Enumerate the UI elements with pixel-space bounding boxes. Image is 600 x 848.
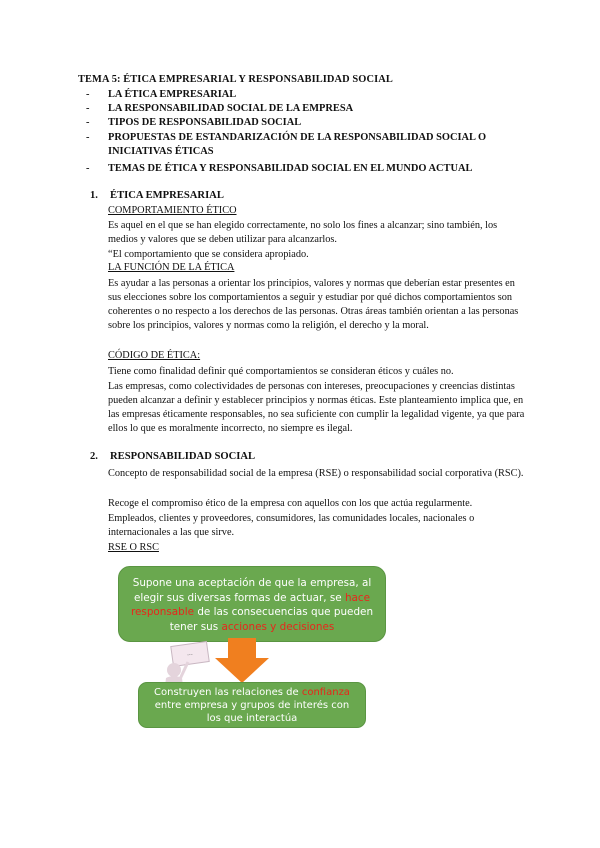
recoge-text: Recoge el compromiso ético de la empresa con aquellos con los que actúa regularmente. [108, 498, 473, 509]
rse-definition-box [118, 566, 386, 642]
section-2-title: RESPONSABILIDAD SOCIAL [110, 451, 256, 462]
section-1-title: ÉTICA EMPRESARIAL [110, 190, 224, 201]
funcion-heading: LA FUNCIÓN DE LA ÉTICA [108, 262, 235, 273]
comportamiento-text: Es aquel en el que se han elegido correctamente, no solo los fines a alcanzar; sino también, los medios y valores que se deben utilizar para alcanzarlos. [108, 220, 498, 246]
toc-item [86, 131, 526, 159]
codigo-text-1: Tiene como finalidad definir qué comportamientos se consideran éticos y cuáles no. [108, 366, 454, 377]
toc-item-text: LA ÉTICA EMPRESARIAL [108, 89, 237, 100]
toc-dash: - [86, 163, 90, 175]
rse-definition-text [119, 576, 385, 634]
down-arrow-icon [213, 638, 271, 684]
figure-sign-text: ... [186, 649, 194, 658]
rse-definition-part1: Supone una aceptación de que la empresa, al elegir sus diversas formas de actuar, se [132, 577, 372, 604]
toc-dash: - [86, 117, 90, 129]
section-2-heading [90, 451, 255, 462]
comportamiento-heading: COMPORTAMIENTO ÉTICO [108, 205, 237, 216]
topic-title: TEMA 5: ÉTICA EMPRESARIAL Y RESPONSABILIDAD SOCIAL [78, 74, 393, 85]
rse-relationship-part1: Construyen las relaciones de [154, 687, 302, 698]
toc-item-text: PROPUESTAS DE ESTANDARIZACIÓN DE LA RESPONSABILIDAD SOCIAL O INICIATIVAS ÉTICAS [108, 131, 487, 157]
toc-dash: - [86, 103, 90, 115]
rse-definition-part2: de las consecuencias que pueden tener sus [169, 606, 374, 633]
toc-item [86, 116, 526, 130]
empleados-text: Empleados, clientes y proveedores, consumidores, las comunidades locales, nacionales o internacionales a las que sirve. [108, 513, 475, 539]
section-1-number: 1. [90, 190, 98, 201]
toc-dash: - [86, 131, 90, 143]
toc-item-text: TIPOS DE RESPONSABILIDAD SOCIAL [108, 117, 302, 129]
toc-item-text: LA RESPONSABILIDAD SOCIAL DE LA EMPRESA [108, 103, 354, 115]
rse-definition-highlight1: hace responsable [130, 591, 370, 618]
toc-item [86, 88, 526, 102]
toc-item [86, 102, 526, 116]
table-of-contents [86, 88, 526, 176]
toc-dash: - [86, 89, 90, 100]
rse-relationship-part2: entre empresa y grupos de interés con los que interactúa [154, 699, 350, 724]
funcion-text: Es ayudar a las personas a orientar los principios, valores y normas que deberían estar presentes en sus elecciones sobre los comportamientos a seguir y estudiar por qué dichos comportamientos son coherentes o no respecto a los derechos de las personas. Otras áreas también orientan a las personas sobre los principios, valores y normas como la religión, el derecho y la moral. [108, 278, 519, 332]
rse-relationship-highlight1: confianza [301, 687, 350, 698]
codigo-text-2: Las empresas, como colectividades de personas con intereses, preocupaciones y creencias distintas pueden alcanzar a definir y establecer principios y normas éticas. Este planteamiento implica que, en las empresas éticamente responsables, no sea suficiente con cumplir la legalidad vigente, ya que para ellos lo que es moralmente incorrecto, no siempre es ilegal. [108, 381, 525, 435]
section-2-number: 2. [90, 451, 98, 462]
concepto-text: Concepto de responsabilidad social de la empresa (RSE) o responsabilidad social corporativa (RSC). [108, 468, 524, 479]
comportamiento-quote: “El comportamiento que se considera apropiado. [108, 249, 309, 260]
codigo-heading: CÓDIGO DE ÉTICA: [108, 350, 201, 361]
rse-definition-highlight2: acciones y decisiones [221, 620, 335, 633]
rse-relationship-text [139, 687, 365, 725]
rse-relationship-box [138, 682, 366, 728]
section-1-heading [90, 190, 224, 201]
toc-item [86, 162, 526, 176]
rse-heading: RSE O RSC [108, 542, 159, 553]
toc-item-text: TEMAS DE ÉTICA Y RESPONSABILIDAD SOCIAL EN EL MUNDO ACTUAL [108, 163, 473, 175]
